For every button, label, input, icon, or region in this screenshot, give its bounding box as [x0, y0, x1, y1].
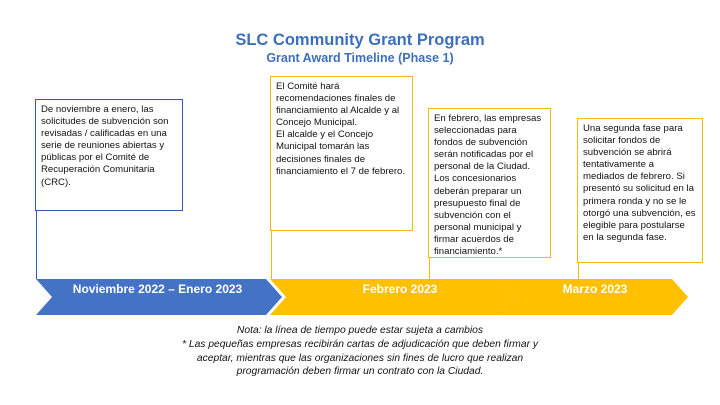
phase2-decision-text: El alcalde y el Concejo Municipal tomarán las decisiones finales de financiamiento el 7 de febrero.	[276, 129, 406, 177]
timeline-change-note: Nota: la línea de tiempo puede estar sujeta a cambios	[236, 325, 484, 336]
chart-title: SLC Community Grant Program	[235, 31, 485, 49]
phase1-description-text: De noviembre a enero, las solicitudes de subvención son revisadas / calificadas en una serie de reuniones abiertas y públicas por el Comité de Recuperación Comunitaria (CRC).	[41, 104, 169, 188]
timeline-label-phase3: Marzo 2023	[562, 282, 628, 296]
timeline-label-phase1: Noviembre 2022 – Enero 2023	[72, 282, 243, 296]
timeline-label-phase2: Febrero 2023	[362, 282, 438, 296]
award-letters-footnote	[0, 338, 720, 379]
phase2-notification-text: En febrero, las empresas seleccionadas para fondos de subvención serán notificadas por el personal de la Ciudad. Los concesionarios deberán preparar un presupuesto final de subvención con el personal municipal y firmar acuerdos de financiamiento.*	[434, 113, 542, 258]
chart-subtitle: Grant Award Timeline (Phase 1)	[266, 51, 454, 65]
phase3-second-round-text: Una segunda fase para solicitar fondos de subvención se abrirá tentativamente a mediados de febrero. Si presentó su solicitud en la primera ronda y no se le otorgó una subvención, es elegible para postularse en la segunda fase.	[583, 123, 696, 243]
phase2-recommendation-text: El Comité hará recomendaciones finales de financiamiento al Alcalde y al Concejo Municipal.	[276, 81, 400, 129]
award-letters-footnote-text: * Las pequeñas empresas recibirán cartas de adjudicación que deben firmar y aceptar, mientras que las organizaciones sin fines de lucro que realizan programación deben firmar un contrato con la Ciudad.	[181, 339, 539, 378]
